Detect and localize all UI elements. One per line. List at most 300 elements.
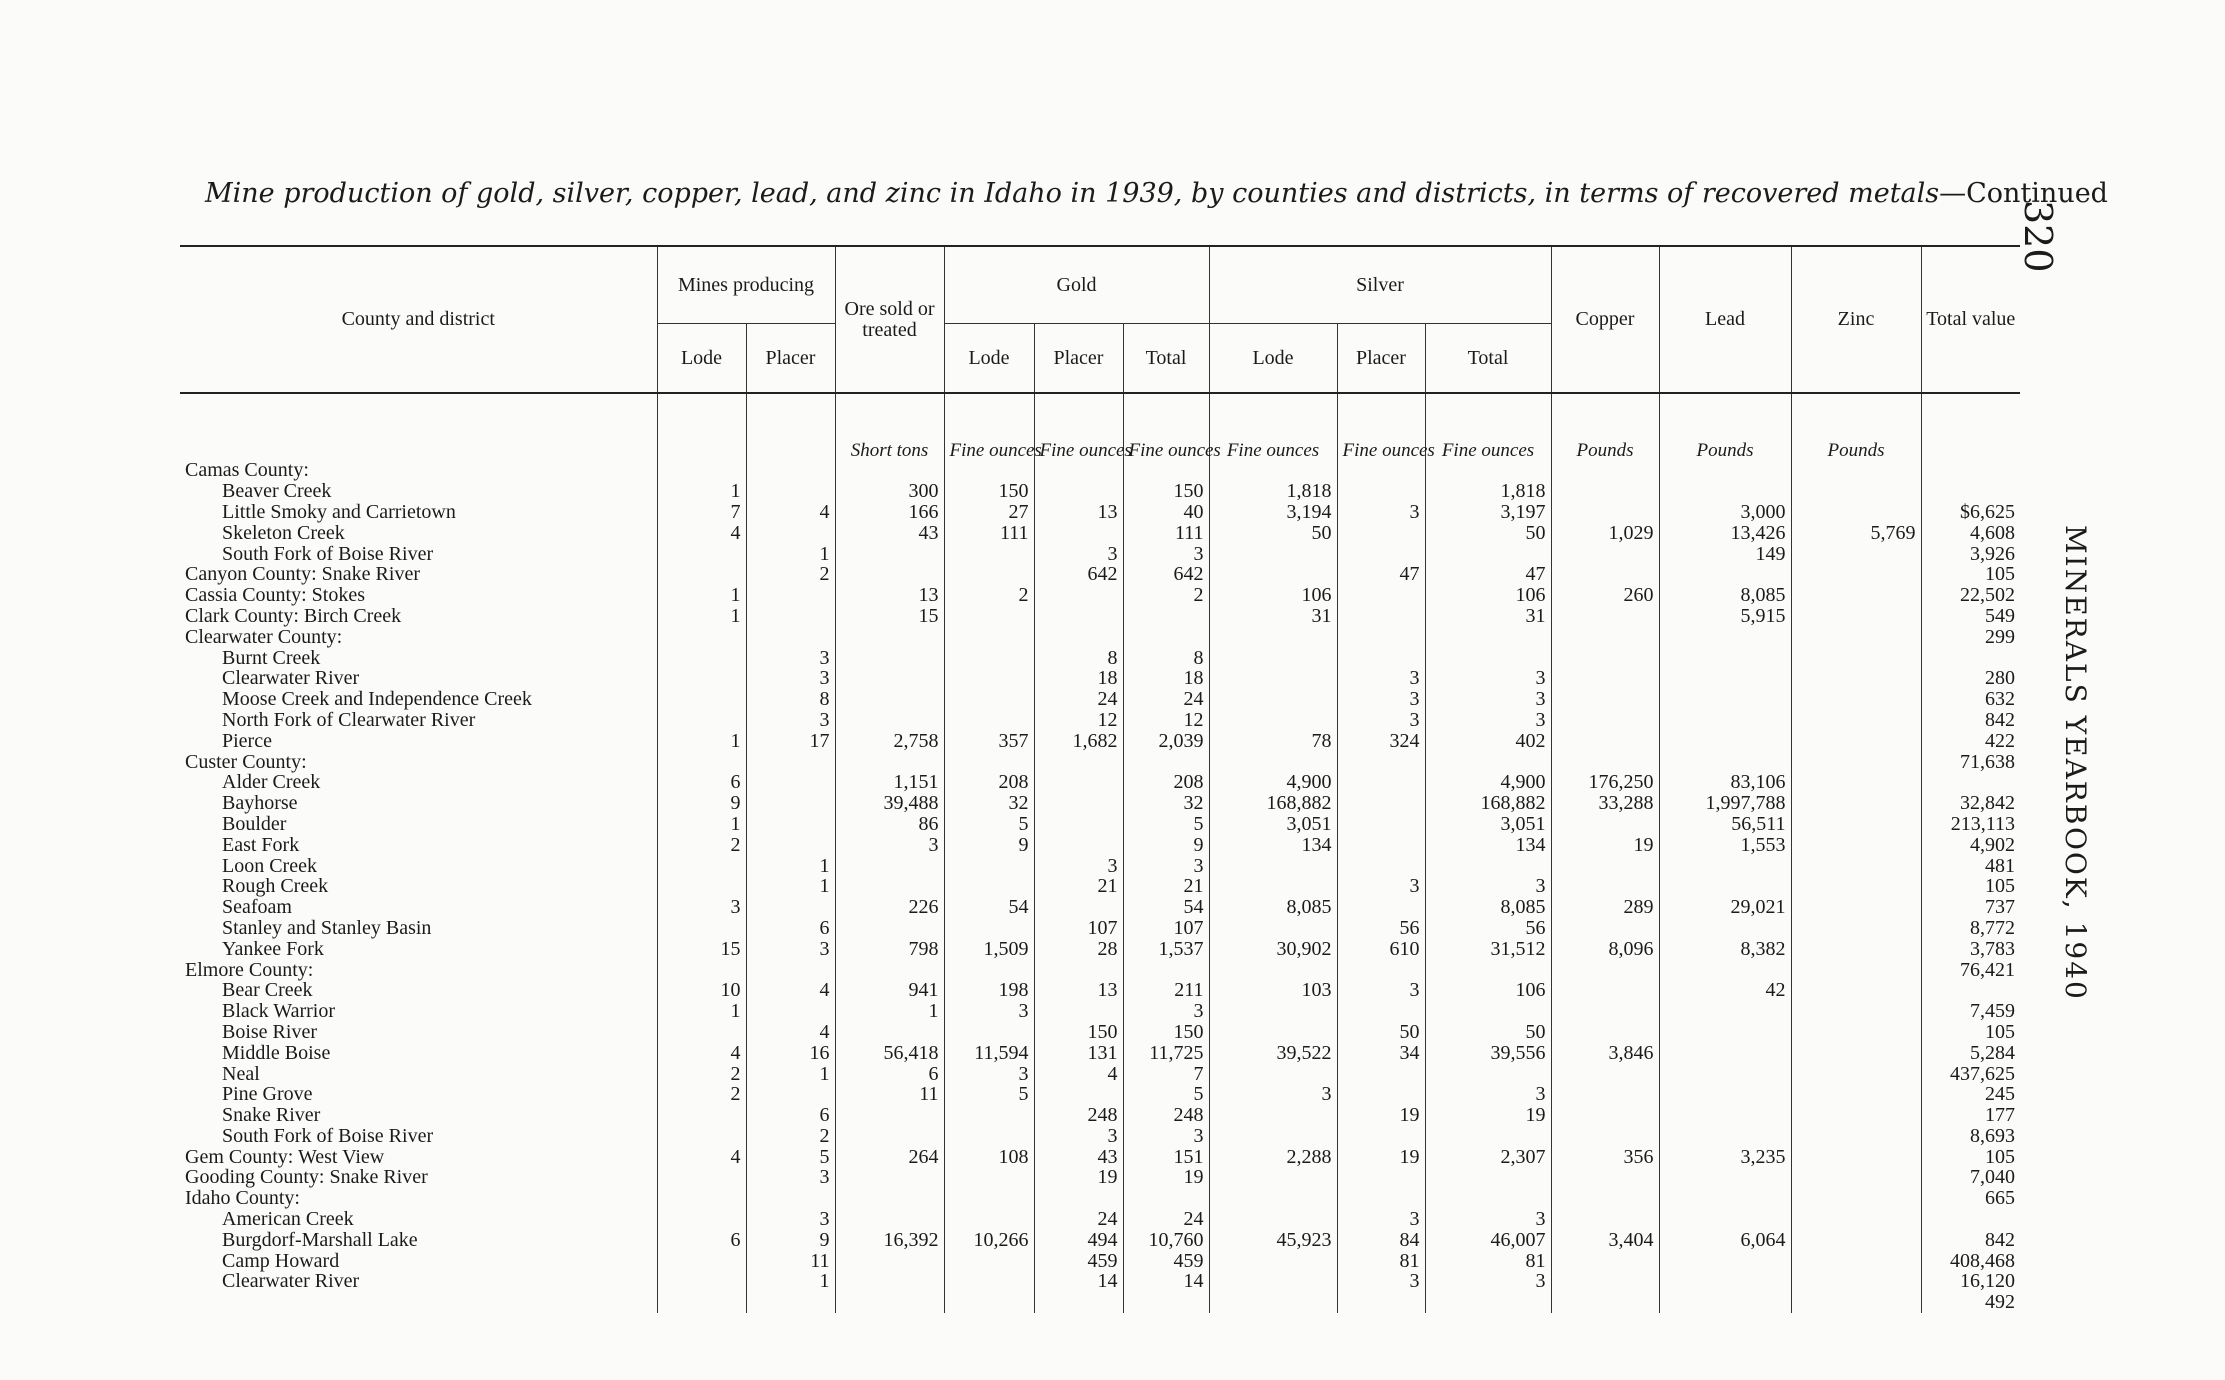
value-cell [1337, 897, 1425, 918]
value-cell [1209, 1126, 1337, 1147]
value-cell: 357 [944, 730, 1034, 751]
value-cell: 12 [1123, 710, 1209, 731]
col-ore-sold: Ore sold or treated [835, 246, 944, 393]
value-cell [1791, 1042, 1921, 1063]
value-cell [1551, 606, 1659, 627]
value-cell: 3 [746, 1209, 835, 1230]
value-cell [1551, 1167, 1659, 1188]
value-cell [1921, 647, 2020, 668]
value-cell: 5 [1123, 814, 1209, 835]
value-cell: 3 [746, 710, 835, 731]
value-cell: 1 [746, 1271, 835, 1292]
value-cell [746, 1001, 835, 1022]
value-cell [1034, 814, 1123, 835]
value-cell: 43 [835, 522, 944, 543]
value-cell: 105 [1921, 1022, 2020, 1043]
value-cell [1034, 481, 1123, 502]
value-cell: 208 [1123, 772, 1209, 793]
value-cell [1209, 1105, 1337, 1126]
value-cell [1659, 918, 1791, 939]
value-cell: 408,468 [1921, 1250, 2020, 1271]
value-cell: 3 [835, 834, 944, 855]
value-cell: 3 [944, 1001, 1034, 1022]
value-cell: 111 [1123, 522, 1209, 543]
value-cell: 941 [835, 980, 944, 1001]
value-cell [1791, 1271, 1921, 1292]
value-cell: 168,882 [1209, 793, 1337, 814]
value-cell [1425, 543, 1551, 564]
value-cell [944, 543, 1034, 564]
value-cell: 22,502 [1921, 585, 2020, 606]
value-cell [1337, 1126, 1425, 1147]
value-cell: 107 [1123, 918, 1209, 939]
value-cell: 8 [746, 689, 835, 710]
value-cell [1791, 647, 1921, 668]
unit-cell: Fine ounces [1209, 393, 1337, 460]
value-cell [1659, 647, 1791, 668]
col-silver-total: Total [1425, 324, 1551, 394]
value-cell [1425, 855, 1551, 876]
value-cell: 45,923 [1209, 1229, 1337, 1250]
table-row [180, 1001, 2020, 1022]
value-cell [1791, 897, 1921, 918]
value-cell [835, 710, 944, 731]
value-cell [746, 1084, 835, 1105]
value-cell: 437,625 [1921, 1063, 2020, 1084]
value-cell: 226 [835, 897, 944, 918]
value-cell [1791, 834, 1921, 855]
district-name: Bear Creek [222, 979, 313, 1002]
district-name: Boise River [222, 1020, 317, 1043]
value-cell: 3 [1123, 543, 1209, 564]
col-zinc: Zinc [1791, 246, 1921, 393]
running-head: MINERALS YEARBOOK, 1940 [2059, 525, 2092, 1001]
table-row [180, 1188, 2020, 1209]
value-cell: 1,151 [835, 772, 944, 793]
value-cell: 105 [1921, 564, 2020, 585]
value-cell: 642 [1034, 564, 1123, 585]
value-cell: 30,902 [1209, 938, 1337, 959]
value-cell [657, 1105, 746, 1126]
value-cell: 2,307 [1425, 1146, 1551, 1167]
value-cell: 3,926 [1921, 543, 2020, 564]
value-cell [746, 481, 835, 502]
value-cell [944, 606, 1034, 627]
value-cell [657, 1209, 746, 1230]
value-cell [1337, 1063, 1425, 1084]
value-cell: 31 [1209, 606, 1337, 627]
district-name: Pine Grove [222, 1083, 313, 1106]
value-cell: 481 [1921, 855, 2020, 876]
value-cell [1791, 502, 1921, 523]
value-cell [1551, 668, 1659, 689]
value-cell: 494 [1034, 1229, 1123, 1250]
col-copper: Copper [1551, 246, 1659, 393]
value-cell [1551, 502, 1659, 523]
value-cell: 1 [657, 606, 746, 627]
table-row [180, 1167, 2020, 1188]
value-cell [835, 460, 944, 481]
value-cell: 13,426 [1659, 522, 1791, 543]
col-mines-lode: Lode [657, 324, 746, 394]
value-cell [1551, 918, 1659, 939]
value-cell: 289 [1551, 897, 1659, 918]
district-name: Skeleton Creek [222, 521, 345, 544]
district-name: Clark County: Birch Creek [185, 604, 402, 627]
value-cell [1209, 1188, 1337, 1209]
value-cell: 4,900 [1425, 772, 1551, 793]
value-cell [657, 876, 746, 897]
table-row [180, 522, 2020, 543]
value-cell: 8,772 [1921, 918, 2020, 939]
value-cell [944, 959, 1034, 980]
value-cell [1337, 1084, 1425, 1105]
value-cell: 16,120 [1921, 1271, 2020, 1292]
value-cell [1034, 1292, 1123, 1313]
value-cell [1791, 938, 1921, 959]
value-cell [1337, 834, 1425, 855]
value-cell [1551, 1271, 1659, 1292]
unit-cell: Fine ounces [1337, 393, 1425, 460]
value-cell: 10,266 [944, 1229, 1034, 1250]
value-cell [1337, 855, 1425, 876]
value-cell [944, 918, 1034, 939]
value-cell: 15 [657, 938, 746, 959]
value-cell: 40 [1123, 502, 1209, 523]
value-cell: 56,511 [1659, 814, 1791, 835]
value-cell: 39,522 [1209, 1042, 1337, 1063]
value-cell [1034, 897, 1123, 918]
value-cell: 5,915 [1659, 606, 1791, 627]
value-cell: 50 [1425, 1022, 1551, 1043]
value-cell [746, 814, 835, 835]
table-row [180, 897, 2020, 918]
value-cell [944, 564, 1034, 585]
value-cell [835, 1022, 944, 1043]
value-cell: 3 [746, 1167, 835, 1188]
col-total-value: Total value [1921, 246, 2020, 393]
value-cell: 3,051 [1425, 814, 1551, 835]
value-cell: 3,783 [1921, 938, 2020, 959]
value-cell: 50 [1337, 1022, 1425, 1043]
value-cell: 9 [746, 1229, 835, 1250]
value-cell: 2 [1123, 585, 1209, 606]
value-cell [1659, 959, 1791, 980]
district-name: Clearwater River [222, 667, 360, 690]
value-cell [1034, 606, 1123, 627]
value-cell [1791, 876, 1921, 897]
value-cell [835, 626, 944, 647]
value-cell [746, 772, 835, 793]
value-cell: 356 [1551, 1146, 1659, 1167]
value-cell [835, 1167, 944, 1188]
value-cell: 3 [1034, 855, 1123, 876]
value-cell: 1 [746, 1063, 835, 1084]
value-cell [835, 1105, 944, 1126]
district-name: Canyon County: Snake River [185, 563, 420, 586]
value-cell [1551, 1126, 1659, 1147]
value-cell: 43 [1034, 1146, 1123, 1167]
value-cell [1123, 751, 1209, 772]
table-row [180, 834, 2020, 855]
value-cell: 150 [1123, 1022, 1209, 1043]
value-cell [1425, 959, 1551, 980]
district-name: Moose Creek and Independence Creek [222, 688, 532, 711]
district-name: Bayhorse [222, 792, 298, 815]
value-cell [1791, 1022, 1921, 1043]
value-cell: 1 [657, 1001, 746, 1022]
value-cell [1034, 1001, 1123, 1022]
value-cell [1791, 585, 1921, 606]
value-cell [1337, 772, 1425, 793]
value-cell: 103 [1209, 980, 1337, 1001]
table-row [180, 1042, 2020, 1063]
value-cell: 7 [1123, 1063, 1209, 1084]
table-row [180, 980, 2020, 1001]
value-cell [1659, 876, 1791, 897]
table-row [180, 1229, 2020, 1250]
value-cell [944, 876, 1034, 897]
value-cell [1337, 1167, 1425, 1188]
value-cell: 24 [1034, 689, 1123, 710]
value-cell [944, 1167, 1034, 1188]
value-cell [1791, 751, 1921, 772]
value-cell [1034, 460, 1123, 481]
value-cell: 50 [1425, 522, 1551, 543]
value-cell: 111 [944, 522, 1034, 543]
value-cell: 3 [1425, 876, 1551, 897]
page-number: 320 [2016, 200, 2060, 273]
value-cell: 29,021 [1659, 897, 1791, 918]
value-cell [746, 522, 835, 543]
value-cell [944, 751, 1034, 772]
value-cell: 4 [657, 522, 746, 543]
value-cell [944, 855, 1034, 876]
value-cell [746, 793, 835, 814]
value-cell: 1 [835, 1001, 944, 1022]
value-cell: 1 [657, 481, 746, 502]
value-cell: 5,769 [1791, 522, 1921, 543]
value-cell [657, 689, 746, 710]
value-cell [1209, 751, 1337, 772]
value-cell: 8 [1123, 647, 1209, 668]
table-row [180, 772, 2020, 793]
value-cell [1791, 855, 1921, 876]
value-cell [1551, 460, 1659, 481]
value-cell [1659, 689, 1791, 710]
value-cell: 280 [1921, 668, 2020, 689]
value-cell [835, 855, 944, 876]
value-cell: 11 [746, 1250, 835, 1271]
value-cell [944, 1209, 1034, 1230]
value-cell [1791, 918, 1921, 939]
district-name: Yankee Fork [222, 937, 324, 960]
value-cell: 56 [1425, 918, 1551, 939]
value-cell [1551, 751, 1659, 772]
district-name: Camas County: [185, 459, 309, 482]
value-cell [1551, 814, 1659, 835]
value-cell: $6,625 [1921, 502, 2020, 523]
value-cell [1209, 1209, 1337, 1230]
value-cell: 208 [944, 772, 1034, 793]
value-cell [1659, 481, 1791, 502]
value-cell [1659, 1167, 1791, 1188]
value-cell [657, 855, 746, 876]
value-cell [1209, 626, 1337, 647]
value-cell: 71,638 [1921, 751, 2020, 772]
value-cell: 3 [1425, 1209, 1551, 1230]
value-cell: 3,197 [1425, 502, 1551, 523]
value-cell [657, 668, 746, 689]
col-silver-lode: Lode [1209, 324, 1337, 394]
value-cell: 8,085 [1209, 897, 1337, 918]
production-table [180, 245, 2020, 1313]
value-cell: 3 [1337, 668, 1425, 689]
value-cell [1791, 710, 1921, 731]
value-cell: 2 [746, 1126, 835, 1147]
table-row [180, 918, 2020, 939]
value-cell: 3 [1209, 1084, 1337, 1105]
value-cell [835, 647, 944, 668]
value-cell [1123, 626, 1209, 647]
value-cell: 19 [1551, 834, 1659, 855]
value-cell: 4 [1034, 1063, 1123, 1084]
district-name: Custer County: [185, 750, 307, 773]
district-name: South Fork of Boise River [222, 1124, 434, 1147]
value-cell [746, 606, 835, 627]
value-cell [1791, 1146, 1921, 1167]
value-cell: 18 [1034, 668, 1123, 689]
value-cell: 248 [1123, 1105, 1209, 1126]
value-cell [1551, 710, 1659, 731]
col-lead: Lead [1659, 246, 1791, 393]
value-cell: 1 [746, 855, 835, 876]
value-cell [1337, 626, 1425, 647]
value-cell [1791, 689, 1921, 710]
value-cell: 9 [1123, 834, 1209, 855]
table-row [180, 689, 2020, 710]
value-cell [1659, 710, 1791, 731]
table-row [180, 814, 2020, 835]
value-cell: 2 [746, 564, 835, 585]
value-cell [835, 1188, 944, 1209]
value-cell: 83,106 [1659, 772, 1791, 793]
value-cell [1551, 959, 1659, 980]
value-cell: 105 [1921, 876, 2020, 897]
value-cell [746, 897, 835, 918]
value-cell: 3 [1034, 1126, 1123, 1147]
value-cell: 6 [746, 1105, 835, 1126]
unit-cell [1921, 393, 2020, 460]
value-cell: 32,842 [1921, 793, 2020, 814]
value-cell: 459 [1123, 1250, 1209, 1271]
value-cell: 3 [1337, 1271, 1425, 1292]
district-name: Elmore County: [185, 958, 314, 981]
value-cell [1123, 1188, 1209, 1209]
value-cell [1921, 481, 2020, 502]
value-cell [1659, 1042, 1791, 1063]
value-cell: 3,846 [1551, 1042, 1659, 1063]
table-body [180, 393, 2020, 1313]
value-cell: 16 [746, 1042, 835, 1063]
value-cell [1209, 668, 1337, 689]
table-row [180, 1084, 2020, 1105]
value-cell [835, 1209, 944, 1230]
value-cell: 24 [1034, 1209, 1123, 1230]
value-cell [1791, 481, 1921, 502]
value-cell: 4 [657, 1146, 746, 1167]
value-cell [1791, 772, 1921, 793]
value-cell [1791, 1188, 1921, 1209]
table-row [180, 647, 2020, 668]
value-cell: 14 [1123, 1271, 1209, 1292]
district-name: North Fork of Clearwater River [222, 708, 476, 731]
district-name: Stanley and Stanley Basin [222, 916, 432, 939]
col-gold-total: Total [1123, 324, 1209, 394]
table-row [180, 564, 2020, 585]
value-cell [1425, 647, 1551, 668]
units-row [180, 393, 2020, 460]
table-row [180, 668, 2020, 689]
value-cell: 19 [1034, 1167, 1123, 1188]
value-cell: 107 [1034, 918, 1123, 939]
value-cell [1791, 460, 1921, 481]
value-cell [835, 689, 944, 710]
district-name: Middle Boise [222, 1041, 331, 1064]
value-cell [1551, 1188, 1659, 1209]
unit-cell: Fine ounces [1425, 393, 1551, 460]
value-cell: 151 [1123, 1146, 1209, 1167]
value-cell: 46,007 [1425, 1229, 1551, 1250]
table-row [180, 710, 2020, 731]
value-cell [1209, 1001, 1337, 1022]
col-silver-placer: Placer [1337, 324, 1425, 394]
value-cell [1034, 522, 1123, 543]
value-cell: 9 [944, 834, 1034, 855]
value-cell [1034, 1084, 1123, 1105]
value-cell: 260 [1551, 585, 1659, 606]
value-cell [657, 1167, 746, 1188]
value-cell [1659, 1209, 1791, 1230]
table-row [180, 1126, 2020, 1147]
table-row [180, 606, 2020, 627]
value-cell: 9 [657, 793, 746, 814]
value-cell [1791, 1126, 1921, 1147]
value-cell [1425, 626, 1551, 647]
value-cell: 5 [746, 1146, 835, 1167]
value-cell [657, 1126, 746, 1147]
value-cell [1337, 1188, 1425, 1209]
district-name: Neal [222, 1062, 260, 1085]
value-cell [835, 1292, 944, 1313]
value-cell [1791, 1001, 1921, 1022]
value-cell: 10,760 [1123, 1229, 1209, 1250]
value-cell [1791, 606, 1921, 627]
value-cell [657, 460, 746, 481]
value-cell [1337, 793, 1425, 814]
value-cell: 3 [1123, 1001, 1209, 1022]
value-cell [1551, 1250, 1659, 1271]
value-cell [1791, 1292, 1921, 1313]
value-cell [944, 647, 1034, 668]
value-cell: 3,235 [1659, 1146, 1791, 1167]
value-cell [746, 751, 835, 772]
value-cell: 6 [657, 1229, 746, 1250]
col-silver: Silver [1209, 246, 1551, 324]
value-cell [944, 710, 1034, 731]
value-cell: 10 [657, 980, 746, 1001]
value-cell [1791, 626, 1921, 647]
